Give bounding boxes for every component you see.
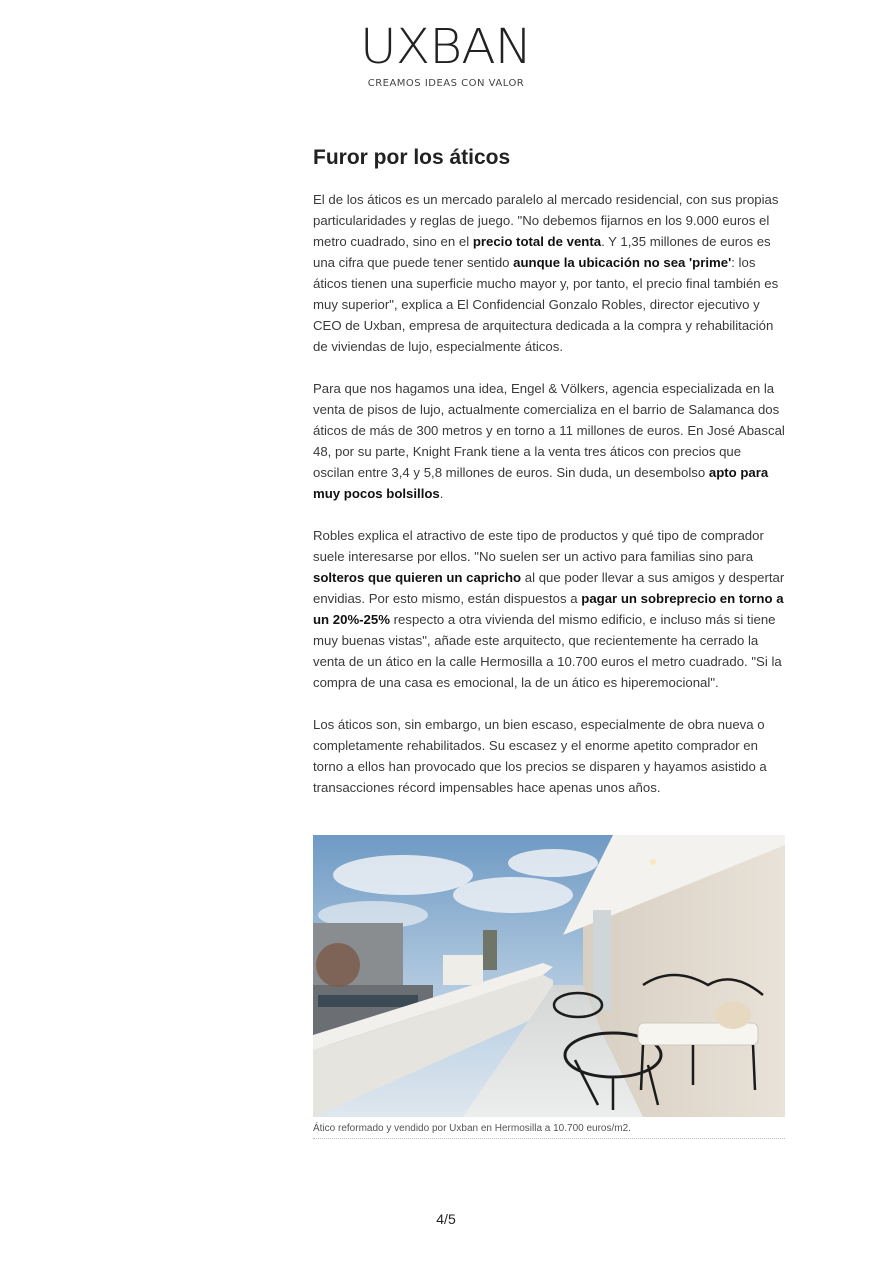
- text-run: . Y 1,35 millones de euros es una cifra que puede tener sentido: [313, 234, 771, 270]
- terrace-photo: [313, 835, 785, 1117]
- paragraph-1: [313, 189, 785, 357]
- text-run: al que poder llevar a sus amigos y despertar envidias. Por esto mismo, están dispuestos a: [313, 570, 785, 606]
- paragraph-4: [313, 714, 785, 798]
- text-run: Robles explica el atractivo de este tipo de productos y qué tipo de comprador suele interesarse por ellos. "No suelen ser un activo para familias sino para: [313, 528, 764, 564]
- text-run: Para que nos hagamos una idea, Engel & Völkers, agencia especializada en la venta de pisos de lujo, actualmente comercializa en el barrio de Salamanca dos áticos de más de 300 metros y en torno a 11 millones de euros. En José Abascal 48, por su parte, Knight Frank tiene a la venta tres áticos con precios que oscilan entre 3,4 y 5,8 millones de euros. Sin duda, un desembolso: [313, 381, 785, 480]
- article-title: Furor por los áticos: [313, 146, 511, 169]
- article: [313, 145, 785, 819]
- text-run: respecto a otra vivienda del mismo edificio, e incluso más si tiene muy buenas vistas", añade este arquitecto, que recientemente ha cerrado la venta de un ático en la calle Hermosilla a 10.700 euros el metro cuadrado. "Si la compra de una casa es emocional, la de un ático es hiperemocional".: [313, 612, 782, 690]
- bold-text: aunque la ubicación no sea 'prime': [513, 255, 732, 270]
- logo: [0, 20, 892, 89]
- bold-text: precio total de venta: [472, 234, 602, 249]
- photo-caption: Ático reformado y vendido por Uxban en Hermosilla a 10.700 euros/m2.: [313, 1123, 785, 1139]
- bold-text: apto para muy pocos bolsillos: [313, 465, 769, 501]
- paragraph-2: [313, 378, 785, 504]
- paragraph-3: [313, 525, 785, 693]
- logo-wordmark: UXBAN: [360, 19, 532, 75]
- bold-text: solteros que quieren un capricho: [313, 570, 522, 585]
- bold-text: pagar un sobreprecio en torno a un 20%-25%: [313, 591, 784, 627]
- logo-tagline: CREAMOS IDEAS CON VALOR: [367, 78, 525, 89]
- text-run: : los áticos tienen una superficie mucho mayor y, por tanto, el precio final también es muy superior", explica a El Confidencial Gonzalo Robles, director ejecutivo y CEO de Uxban, empresa de arquitectura dedicada a la compra y rehabilitación de viviendas de lujo, especialmente áticos.: [313, 255, 779, 354]
- text-run: El de los áticos es un mercado paralelo al mercado residencial, con sus propias particularidades y reglas de juego. "No debemos fijarnos en los 9.000 euros el metro cuadrado, sino en el: [313, 192, 779, 249]
- text-run: Los áticos son, sin embargo, un bien escaso, especialmente de obra nueva o completamente rehabilitados. Su escasez y el enorme apetito comprador en torno a ellos han provocado que los precios se disparen y hayamos asistido a transacciones récord impensables hace apenas unos años.: [313, 717, 767, 795]
- text-run: .: [439, 486, 444, 501]
- page-number: 4/5: [436, 1211, 456, 1227]
